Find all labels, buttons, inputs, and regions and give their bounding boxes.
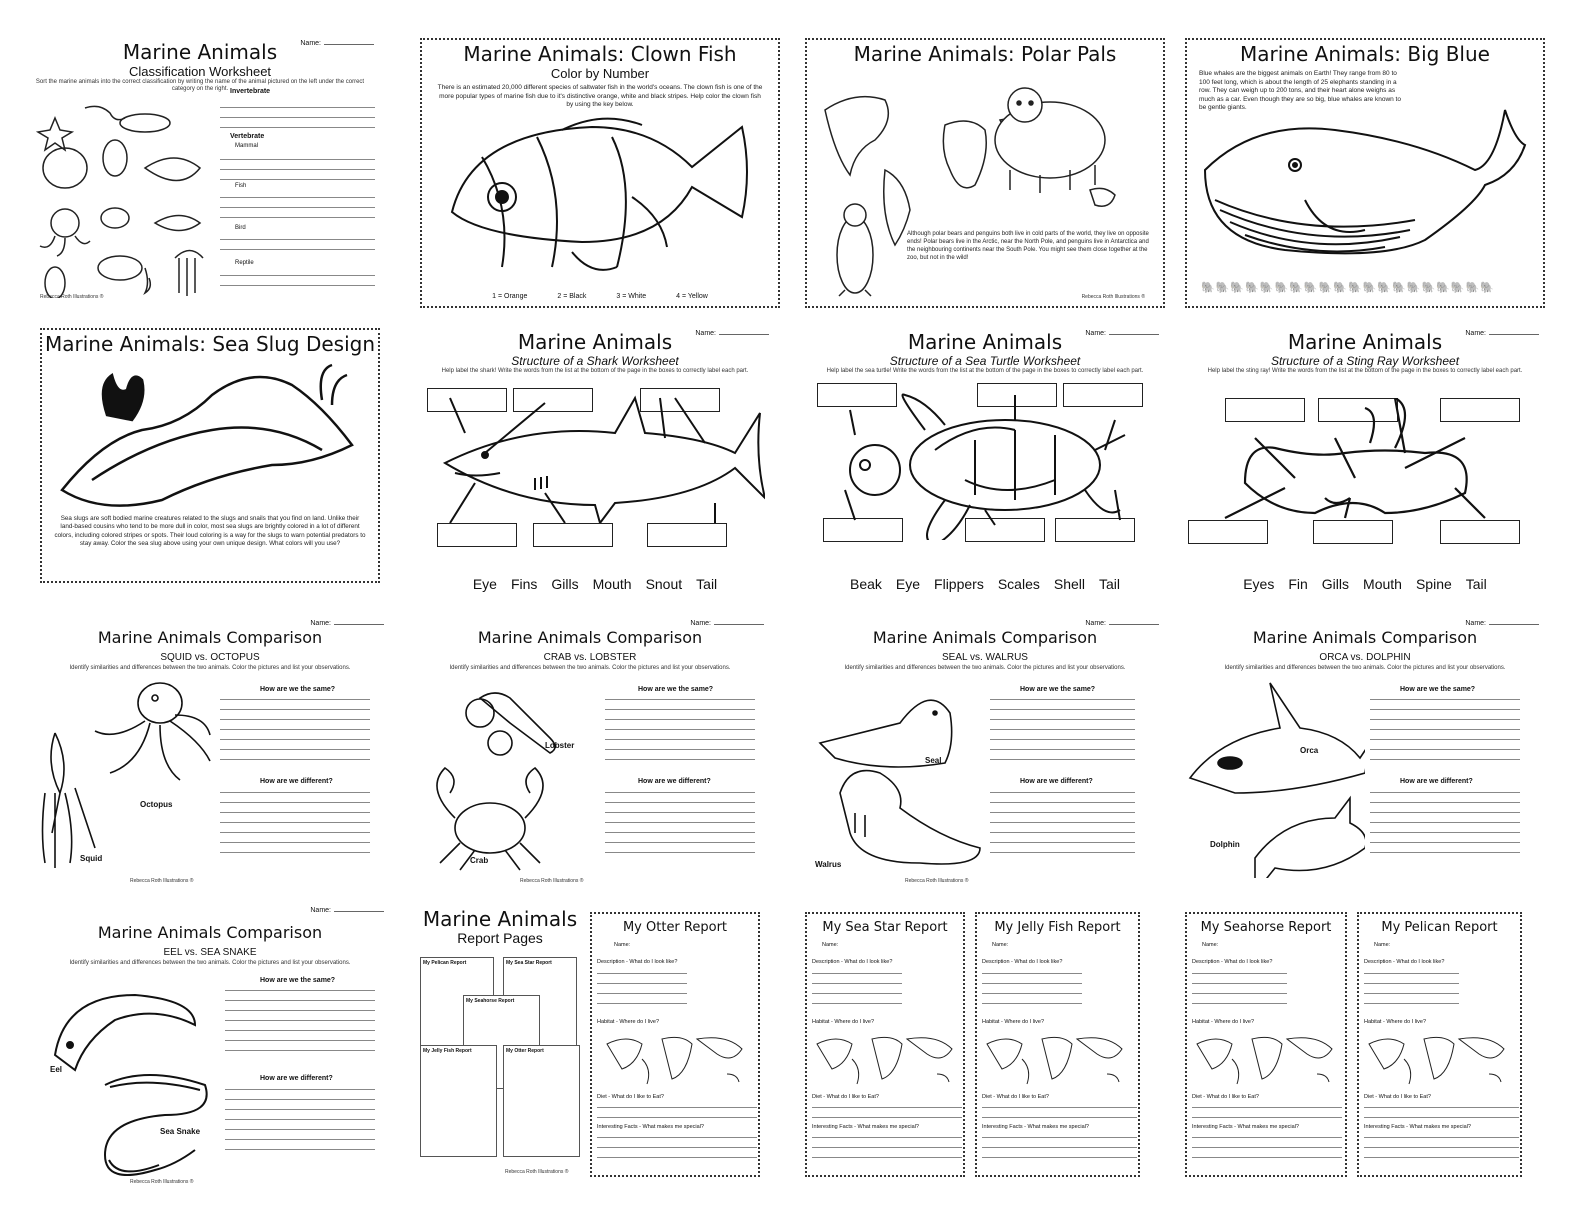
- mini-report-thumbnail: [503, 1045, 580, 1157]
- credit: Rebecca Roth Illustrations ®: [905, 878, 969, 884]
- credit: Rebecca Roth Illustrations ®: [520, 878, 584, 884]
- credit: Rebecca Roth Illustrations ®: [130, 1179, 194, 1185]
- habitat-prompt: Habitat - Where do I live?: [982, 1019, 1045, 1025]
- word-bank: [415, 576, 775, 592]
- polar-bear-penguin-map-illustration: [815, 70, 1155, 300]
- sea-turtle-worksheet: [805, 328, 1165, 598]
- habitat-prompt: Habitat - Where do I live?: [1192, 1019, 1255, 1025]
- word: Tail: [696, 576, 718, 592]
- name-field: Name:: [300, 40, 374, 47]
- sea-turtle-illustration: [815, 390, 1155, 540]
- name-field: Name:: [1465, 330, 1539, 337]
- write-lines: [812, 1098, 962, 1118]
- write-lines: [220, 266, 375, 286]
- worksheet-title: Marine Animals: [517, 330, 673, 354]
- write-lines: [605, 690, 755, 760]
- worksheet-subtitle: Structure of a Sea Turtle Worksheet: [889, 354, 1081, 368]
- word: Flippers: [934, 576, 984, 592]
- word: Fins: [510, 576, 538, 592]
- sea-slug-illustration: [52, 360, 372, 510]
- name-field: Name:: [822, 942, 839, 948]
- facts-prompt: Interesting Facts - What makes me special?: [597, 1124, 704, 1130]
- report-title: My Otter Report: [622, 920, 728, 935]
- name-field: Name:: [1085, 330, 1159, 337]
- different-question: How are we different?: [1400, 778, 1473, 785]
- credit: Rebecca Roth Illustrations ®: [40, 294, 104, 300]
- sea-star-report: [805, 912, 965, 1177]
- description-prompt: Description - What do I look like?: [1364, 959, 1445, 965]
- classification-worksheet: [20, 38, 380, 308]
- diet-prompt: Diet - What do I like to Eat?: [597, 1094, 664, 1100]
- facts-prompt: Interesting Facts - What makes me special?: [1192, 1124, 1299, 1130]
- write-lines: [220, 98, 375, 128]
- category-invertebrate: Invertebrate: [230, 88, 271, 95]
- facts-prompt: Interesting Facts - What makes me special?: [982, 1124, 1089, 1130]
- category-vertebrate: Vertebrate: [230, 133, 265, 140]
- word: Shell: [1053, 576, 1085, 592]
- write-lines: [1364, 1098, 1519, 1118]
- color-key: [422, 293, 778, 300]
- word: Eyes: [1243, 576, 1275, 592]
- facts-prompt: Interesting Facts - What makes me special?: [1364, 1124, 1471, 1130]
- write-lines: [605, 783, 755, 853]
- orca-dolphin-comparison: [1185, 618, 1545, 888]
- worksheet-title: Marine Animals: [907, 330, 1063, 354]
- big-blue-worksheet: [1185, 38, 1545, 308]
- otter-report: [590, 912, 760, 1177]
- paragraph: There is an estimated 20,000 different species of saltwater fish in the world's oceans. The clown fish is one of the more popular types of marine fish due to it's distinctive orange, white and black stripes. Help color the clown fish by using the key below.: [437, 84, 763, 108]
- animal-label: Octopus: [140, 800, 173, 809]
- eel-sea-snake-illustration: [35, 975, 225, 1195]
- name-field: Name:: [695, 330, 769, 337]
- world-map-illustration: [1364, 1029, 1514, 1089]
- worksheet-subtitle: Structure of a Shark Worksheet: [511, 354, 679, 368]
- name-field: Name:: [310, 620, 384, 627]
- worksheet-title: Marine Animals Comparison: [477, 628, 703, 647]
- key-item: 4 = Yellow: [676, 293, 708, 300]
- word: Gills: [551, 576, 579, 592]
- habitat-prompt: Habitat - Where do I live?: [597, 1019, 660, 1025]
- word-bank: [1185, 576, 1545, 592]
- word: Tail: [1099, 576, 1121, 592]
- write-lines: [220, 690, 370, 760]
- worksheet-title: Marine Animals: [422, 907, 578, 931]
- word: Eye: [895, 576, 921, 592]
- instructions: Help label the shark! Write the words from the list at the bottom of the page in the boxes to correctly label each part.: [441, 368, 749, 374]
- write-lines: [982, 1128, 1137, 1158]
- animal-label: Squid: [80, 854, 103, 863]
- animal-label: Eel: [50, 1065, 63, 1074]
- habitat-prompt: Habitat - Where do I live?: [812, 1019, 875, 1025]
- category-fish: Fish: [235, 183, 247, 189]
- worksheet-title: Marine Animals Comparison: [97, 628, 323, 647]
- word: Scales: [997, 576, 1040, 592]
- seal-walrus-comparison: [805, 618, 1165, 888]
- write-lines: [1364, 964, 1459, 1004]
- world-map-illustration: [812, 1029, 962, 1089]
- facts-prompt: Interesting Facts - What makes me special?: [812, 1124, 919, 1130]
- shark-worksheet: [415, 328, 775, 598]
- write-lines: [812, 1128, 962, 1158]
- world-map-illustration: [982, 1029, 1132, 1089]
- paragraph: Although polar bears and penguins both live in cold parts of the world, they live on opposite ends! Polar bears live in the Arctic, near the North Pole, and penguins live in Antarctica and the neighbouring continents near the South Pole. You might see them close together at the zoo, but not in the wild!: [907, 231, 1149, 261]
- worksheet-subtitle: SQUID vs. OCTOPUS: [160, 652, 260, 663]
- instructions: Help label the sting ray! Write the words from the list at the bottom of the page in the boxes to correctly label each part.: [1207, 368, 1523, 374]
- mini-title: My Sea Star Report: [506, 960, 552, 966]
- sting-ray-illustration: [1195, 398, 1535, 528]
- category-mammal: Mammal: [235, 143, 259, 149]
- word: Eye: [472, 576, 497, 592]
- description-prompt: Description - What do I look like?: [982, 959, 1063, 965]
- same-question: How are we the same?: [638, 686, 714, 693]
- worksheet-subtitle: Color by Number: [550, 66, 650, 81]
- same-question: How are we the same?: [260, 977, 336, 984]
- worksheet-title: Marine Animals Comparison: [97, 923, 323, 942]
- word-bank: [805, 576, 1165, 592]
- word: Tail: [1465, 576, 1487, 592]
- instructions: Sort the marine animals into the correct classification by writing the name of the animal pictured on the left under the correct category on the right.: [35, 79, 365, 92]
- description-prompt: Description - What do I look like?: [812, 959, 893, 965]
- squid-octopus-comparison: [30, 618, 390, 888]
- credit: Rebecca Roth Illustrations ®: [130, 878, 194, 884]
- shark-illustration: [425, 393, 765, 523]
- worksheet-subtitle: Report Pages: [457, 930, 543, 946]
- category-bird: Bird: [235, 225, 246, 231]
- clown-fish-illustration: [442, 112, 762, 272]
- credit: Rebecca Roth Illustrations ®: [1081, 294, 1145, 300]
- report-pages-cover: [415, 905, 585, 1205]
- same-question: How are we the same?: [260, 686, 336, 693]
- worksheet-title: Marine Animals: [1287, 330, 1443, 354]
- different-question: How are we different?: [638, 778, 711, 785]
- write-lines: [1370, 783, 1520, 853]
- worksheet-subtitle: Structure of a Sting Ray Worksheet: [1270, 354, 1460, 368]
- category-reptile: Reptile: [235, 260, 254, 266]
- word: Beak: [849, 576, 882, 592]
- different-question: How are we different?: [1020, 778, 1093, 785]
- instructions: Identify similarities and differences between the two animals. Color the pictures and list your observations.: [449, 665, 731, 671]
- instructions: Help label the sea turtle! Write the words from the list at the bottom of the page in the boxes to correctly label each part.: [826, 368, 1144, 374]
- label-box[interactable]: [533, 523, 613, 547]
- write-lines: [220, 783, 370, 853]
- write-lines: [1192, 1098, 1342, 1118]
- key-item: 3 = White: [616, 293, 647, 300]
- elephant-row-illustration: 🐘🐘🐘🐘🐘🐘🐘🐘🐘🐘🐘🐘🐘🐘🐘🐘🐘🐘🐘🐘: [1201, 282, 1495, 294]
- word: Mouth: [592, 576, 632, 592]
- description-prompt: Description - What do I look like?: [1192, 959, 1273, 965]
- mini-title: My Seahorse Report: [466, 998, 515, 1004]
- label-box[interactable]: [647, 523, 727, 547]
- write-lines: [1192, 1128, 1342, 1158]
- diet-prompt: Diet - What do I like to Eat?: [1192, 1094, 1259, 1100]
- write-lines: [1192, 964, 1287, 1004]
- seahorse-report: [1185, 912, 1347, 1177]
- name-field: Name:: [1202, 942, 1219, 948]
- diet-prompt: Diet - What do I like to Eat?: [812, 1094, 879, 1100]
- report-title: My Seahorse Report: [1200, 920, 1332, 935]
- word: Spine: [1415, 576, 1452, 592]
- word: Mouth: [1363, 576, 1402, 592]
- worksheet-title: Marine Animals: Big Blue: [1240, 42, 1490, 66]
- animal-label: Orca: [1300, 746, 1319, 755]
- instructions: Identify similarities and differences between the two animals. Color the pictures and list your observations.: [844, 665, 1126, 671]
- description-prompt: Description - What do I look like?: [597, 959, 678, 965]
- name-field: Name:: [614, 942, 631, 948]
- paragraph: Sea slugs are soft bodied marine creatures related to the slugs and snails that you find on land. Unlike their land-based cousins who tend to be more dull in color, most sea slugs are brightly colored in a lot of different colors, including colored stripes or spots. Their loud coloring is a way for the slugs to warn potential predators to stay away. Color the sea slug above using your own unique design. What colors will you use?: [54, 515, 366, 547]
- worksheet-title: Marine Animals Comparison: [872, 628, 1098, 647]
- name-field: Name:: [1085, 620, 1159, 627]
- seal-walrus-illustration: [810, 683, 990, 883]
- animal-label: Lobster: [545, 741, 575, 750]
- worksheet-title: Marine Animals: [122, 40, 278, 64]
- instructions: Identify similarities and differences between the two animals. Color the pictures and list your observations.: [69, 960, 351, 966]
- write-lines: [220, 188, 375, 218]
- different-question: How are we different?: [260, 1075, 333, 1082]
- write-lines: [1370, 690, 1520, 760]
- write-lines: [812, 964, 902, 1004]
- worksheet-subtitle: CRAB vs. LOBSTER: [543, 652, 637, 663]
- write-lines: [982, 1098, 1137, 1118]
- worksheet-title: Marine Animals: Polar Pals: [853, 42, 1117, 66]
- write-lines: [597, 1128, 757, 1158]
- animal-label: Seal: [925, 756, 942, 765]
- write-lines: [597, 1098, 757, 1118]
- report-title: My Jelly Fish Report: [994, 920, 1121, 935]
- mini-title: My Jelly Fish Report: [423, 1048, 472, 1054]
- worksheet-title: Marine Animals: Sea Slug Design: [45, 332, 375, 356]
- credit: Rebecca Roth Illustrations ®: [505, 1169, 569, 1175]
- world-map-illustration: [602, 1029, 752, 1089]
- word: Fin: [1288, 576, 1308, 592]
- write-lines: [990, 783, 1135, 853]
- instructions: Identify similarities and differences between the two animals. Color the pictures and list your observations.: [69, 665, 351, 671]
- different-question: How are we different?: [260, 778, 333, 785]
- same-question: How are we the same?: [1020, 686, 1096, 693]
- same-question: How are we the same?: [1400, 686, 1476, 693]
- name-field: Name:: [690, 620, 764, 627]
- mini-report-thumbnail: [420, 1045, 497, 1157]
- write-lines: [220, 230, 375, 250]
- habitat-prompt: Habitat - Where do I live?: [1364, 1019, 1427, 1025]
- mini-title: My Otter Report: [506, 1048, 544, 1054]
- word: Gills: [1321, 576, 1350, 592]
- animal-label: Sea Snake: [160, 1127, 201, 1136]
- word: Snout: [645, 576, 683, 592]
- eel-sea-snake-comparison: [30, 905, 390, 1205]
- crab-lobster-illustration: [420, 678, 600, 878]
- label-box[interactable]: [437, 523, 517, 547]
- name-field: Name:: [1465, 620, 1539, 627]
- name-field: Name:: [992, 942, 1009, 948]
- sting-ray-worksheet: [1185, 328, 1545, 598]
- blue-whale-illustration: [1195, 90, 1535, 280]
- worksheet-subtitle: SEAL vs. WALRUS: [942, 652, 1028, 663]
- jelly-fish-report: [975, 912, 1140, 1177]
- polar-pals-worksheet: [805, 38, 1165, 308]
- report-title: My Pelican Report: [1381, 920, 1498, 935]
- key-item: 2 = Black: [557, 293, 587, 300]
- name-field: Name:: [1374, 942, 1391, 948]
- mini-title: My Pelican Report: [423, 960, 467, 966]
- sea-slug-worksheet: [40, 328, 380, 583]
- name-field: Name:: [310, 907, 384, 914]
- key-item: 1 = Orange: [492, 293, 528, 300]
- write-lines: [225, 1080, 375, 1150]
- diet-prompt: Diet - What do I like to Eat?: [982, 1094, 1049, 1100]
- animal-label: Crab: [470, 856, 489, 865]
- animal-label: Walrus: [815, 860, 842, 869]
- squid-octopus-illustration: [35, 673, 215, 873]
- worksheet-subtitle: ORCA vs. DOLPHIN: [1319, 652, 1411, 663]
- pelican-report: [1357, 912, 1522, 1177]
- worksheet-title: Marine Animals: Clown Fish: [463, 42, 737, 66]
- animal-label: Dolphin: [1210, 840, 1240, 849]
- worksheet-subtitle: Classification Worksheet: [128, 64, 272, 79]
- write-lines: [597, 964, 687, 1004]
- paragraph: Blue whales are the biggest animals on Earth! They range from 80 to 100 feet long, which is about the length of 25 elephants standing in a row. They can weigh up to 200 tons, and their heart alone weighs as much as a car. Even though they are so big, blue whales are known to be gentle giants.: [1199, 70, 1401, 111]
- write-lines: [220, 150, 375, 180]
- instructions: Identify similarities and differences between the two animals. Color the pictures and list your observations.: [1224, 665, 1506, 671]
- worksheet-title: Marine Animals Comparison: [1252, 628, 1478, 647]
- write-lines: [1364, 1128, 1519, 1158]
- worksheet-subtitle: EEL vs. SEA SNAKE: [163, 947, 257, 958]
- animal-collage-illustration: [35, 98, 210, 298]
- write-lines: [225, 981, 375, 1051]
- write-lines: [990, 690, 1135, 760]
- world-map-illustration: [1192, 1029, 1342, 1089]
- write-lines: [982, 964, 1082, 1004]
- report-title: My Sea Star Report: [822, 920, 948, 935]
- crab-lobster-comparison: [410, 618, 770, 888]
- clown-fish-worksheet: [420, 38, 780, 308]
- diet-prompt: Diet - What do I like to Eat?: [1364, 1094, 1431, 1100]
